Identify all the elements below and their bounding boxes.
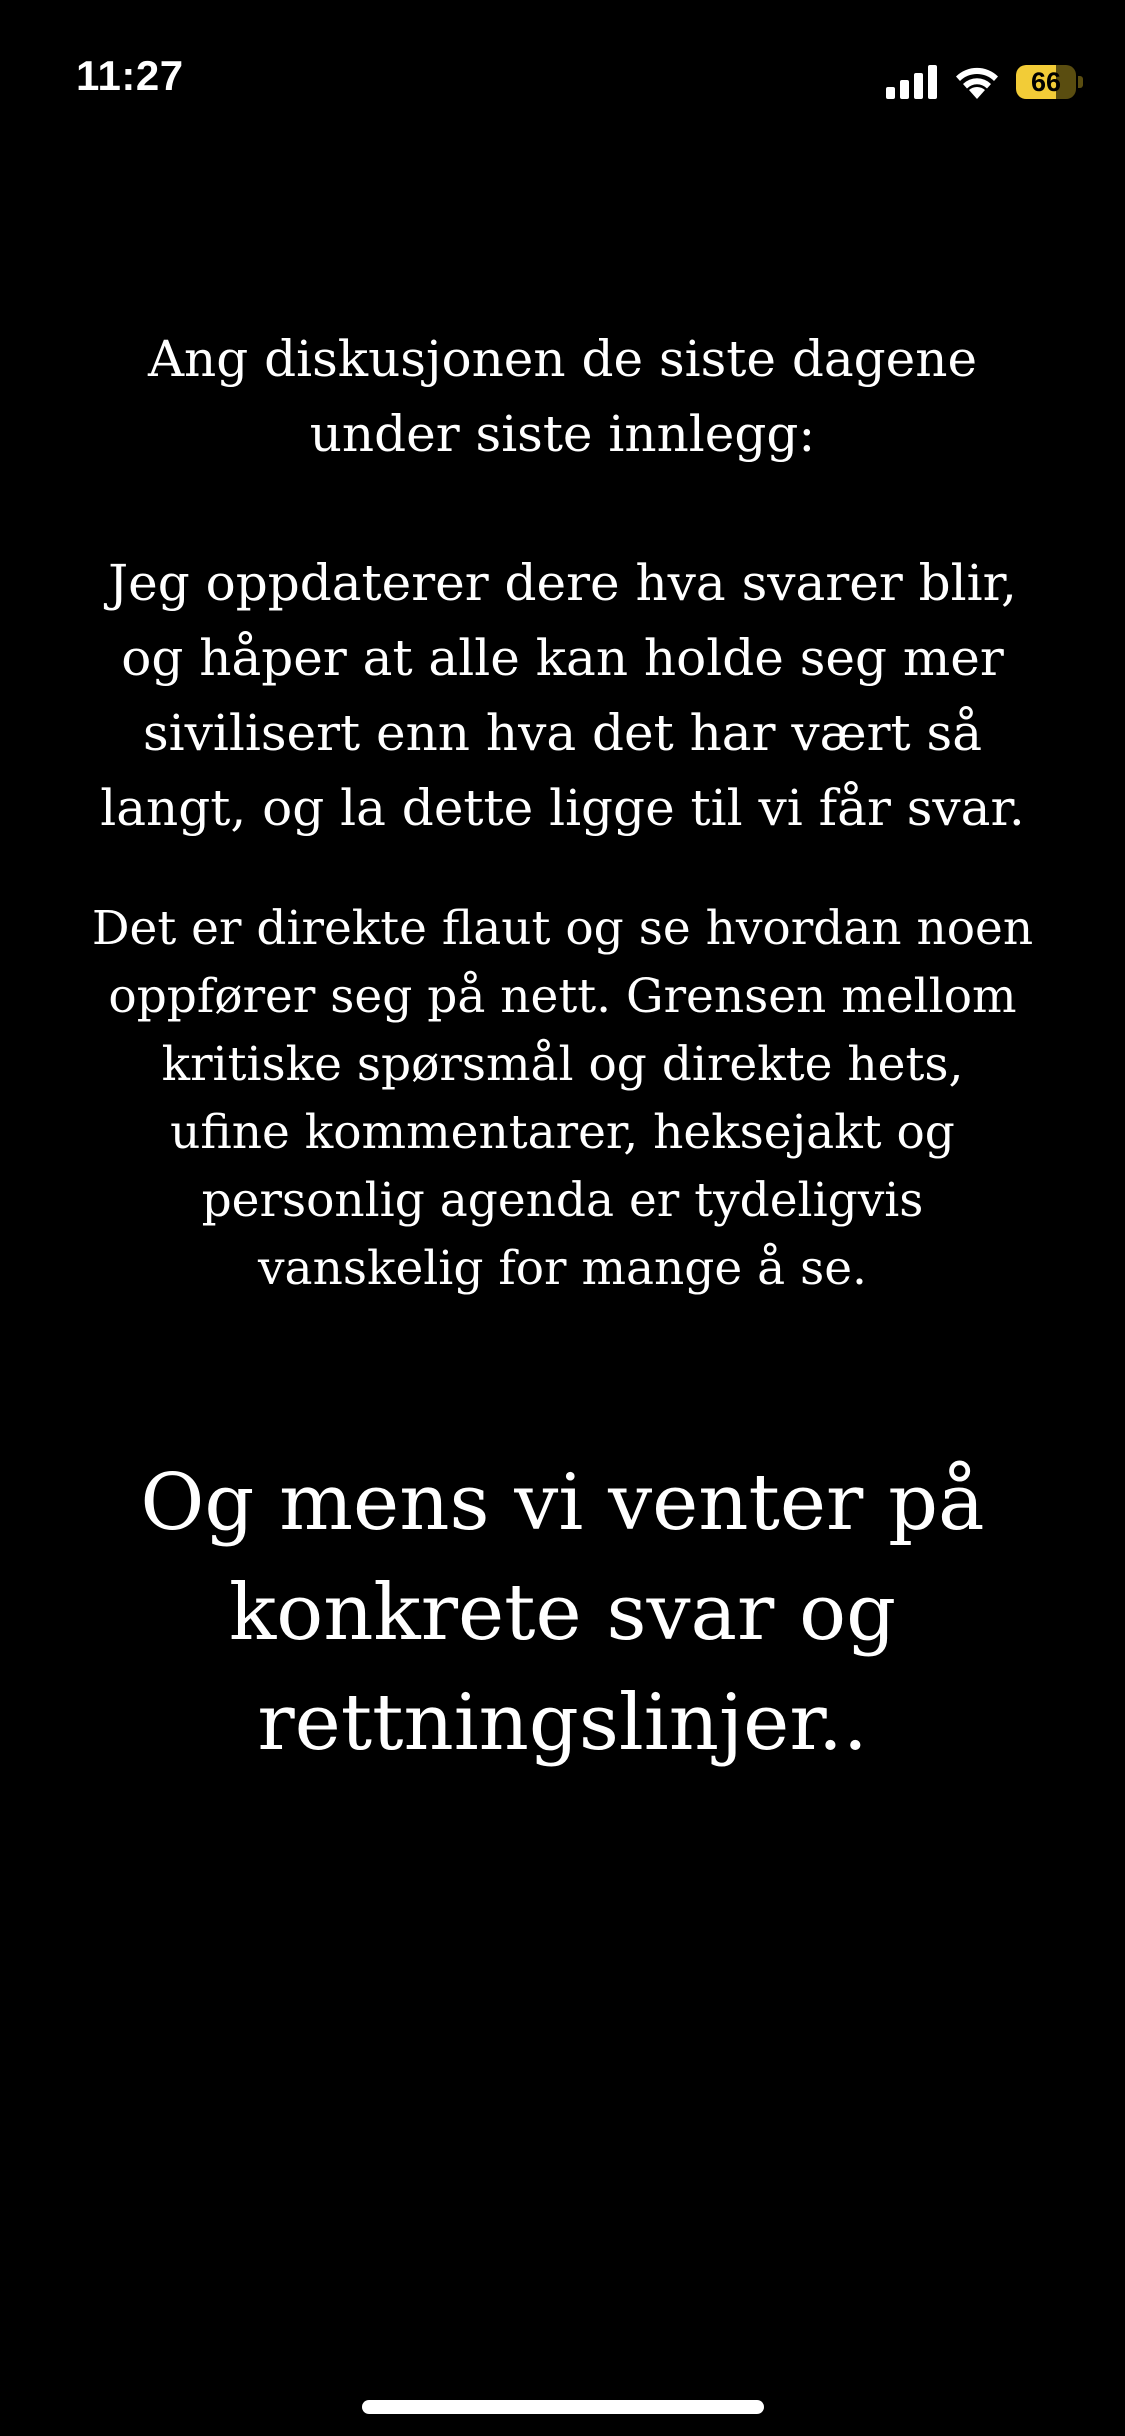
story-paragraph-intro: Ang diskusjonen de siste dagene under siste innlegg:: [147, 330, 978, 463]
battery-tip: [1078, 76, 1083, 88]
story-paragraph-criticism: Det er direkte flaut og se hvordan noen oppfører seg på nett. Grensen mellom kritiske spørsmål og direkte hets, ufine kommentarer, heksejakt og personlig agenda er tydeligvis vanskelig for mange å se.: [91, 901, 1034, 1296]
battery-body: [1016, 65, 1076, 99]
battery-level: 66: [1030, 66, 1062, 97]
signal-icon: [886, 65, 938, 99]
status-time: 11:27: [76, 52, 184, 99]
story-headline: Og mens vi venter på konkrete svar og rettningslinjer..: [140, 1458, 985, 1768]
battery-icon: [1016, 65, 1083, 99]
wifi-icon: [954, 65, 1000, 99]
home-indicator[interactable]: [362, 2400, 764, 2414]
story-paragraph-update: Jeg oppdaterer dere hva svarer blir, og håper at alle kan holde seg mer sivilisert enn hva det har vært så langt, og la dette ligge til vi får svar.: [100, 554, 1025, 837]
status-icons: [886, 60, 1083, 104]
status-bar: [0, 0, 1125, 150]
